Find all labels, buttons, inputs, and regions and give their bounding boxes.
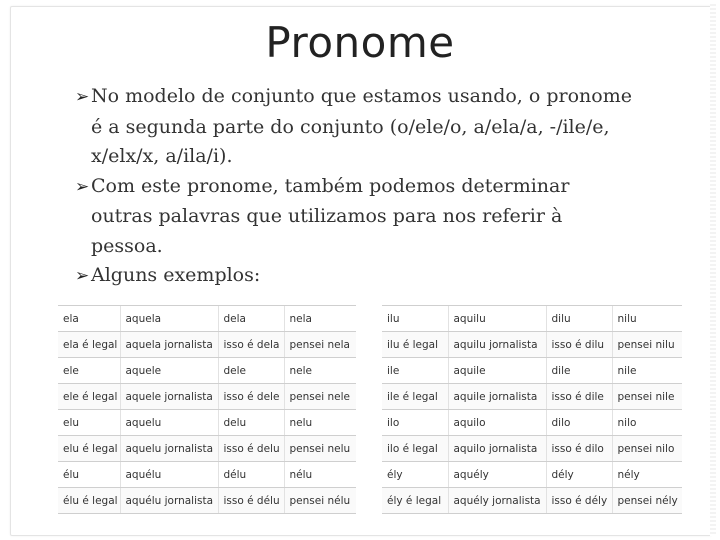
table-row	[58, 488, 356, 514]
table-cell: elu é legal	[58, 436, 120, 462]
table-cell: nélu	[284, 462, 356, 488]
table-row	[382, 462, 682, 488]
table-row	[382, 332, 682, 358]
table-cell: nély	[612, 462, 682, 488]
table-row	[58, 358, 356, 384]
table-cell: aquela	[120, 306, 218, 332]
table-cell: aquile jornalista	[448, 384, 546, 410]
table-cell: élu é legal	[58, 488, 120, 514]
bullet-item: ➢Com este pronome, também podemos determinar outras palavras que utilizamos para nos referir à pessoa.	[75, 174, 570, 257]
slide-title: Pronome	[265, 18, 455, 67]
table-cell: nela	[284, 306, 356, 332]
table-cell: ilo é legal	[382, 436, 448, 462]
table-cell: delu	[218, 410, 284, 436]
table-cell: dilo	[546, 410, 612, 436]
table-row	[382, 384, 682, 410]
bullet-item: ➢No modelo de conjunto que estamos usando, o pronome é a segunda parte do conjunto (o/ele/o, a/ela/a, -/ile/e, x/elx/x, a/ila/i).	[75, 85, 632, 167]
table-cell: dele	[218, 358, 284, 384]
table-cell: nilo	[612, 410, 682, 436]
table-row	[382, 410, 682, 436]
table-cell: ile	[382, 358, 448, 384]
table-cell: ély	[382, 462, 448, 488]
table-cell: aquilu jornalista	[448, 332, 546, 358]
table-cell: ilu	[382, 306, 448, 332]
table-cell: dilu	[546, 306, 612, 332]
table-cell: aquele	[120, 358, 218, 384]
table-cell: aquélu	[120, 462, 218, 488]
table-cell: dély	[546, 462, 612, 488]
table-cell: nele	[284, 358, 356, 384]
table-cell: aquilo	[448, 410, 546, 436]
table-row	[58, 306, 356, 332]
table-cell: isso é dele	[218, 384, 284, 410]
table-cell: nilu	[612, 306, 682, 332]
table-cell: aquelu jornalista	[120, 436, 218, 462]
table-cell: aquelu	[120, 410, 218, 436]
table-cell: isso é dile	[546, 384, 612, 410]
table-cell: nile	[612, 358, 682, 384]
table-cell: pensei nilu	[612, 332, 682, 358]
table-cell: ilo	[382, 410, 448, 436]
table-cell: ele	[58, 358, 120, 384]
table-row	[58, 410, 356, 436]
table-cell: aquély	[448, 462, 546, 488]
table-cell: ély é legal	[382, 488, 448, 514]
arrow-bullet-icon: ➢	[75, 266, 90, 286]
table-row	[382, 436, 682, 462]
table-cell: aquile	[448, 358, 546, 384]
table-cell: nelu	[284, 410, 356, 436]
table-cell: élu	[58, 462, 120, 488]
table-cell: isso é dély	[546, 488, 612, 514]
page-edge-texture	[710, 4, 716, 536]
arrow-bullet-icon: ➢	[75, 87, 90, 107]
bullet-item: ➢Alguns exemplos:	[75, 261, 635, 292]
table-cell: pensei nélu	[284, 488, 356, 514]
table-cell: ele é legal	[58, 384, 120, 410]
table-row	[382, 488, 682, 514]
table-cell: ile é legal	[382, 384, 448, 410]
table-cell: pensei nély	[612, 488, 682, 514]
table-cell: aquilu	[448, 306, 546, 332]
pronoun-table-left	[58, 305, 356, 514]
table-cell: aquele jornalista	[120, 384, 218, 410]
table-cell: dile	[546, 358, 612, 384]
table-cell: elu	[58, 410, 120, 436]
table-row	[382, 358, 682, 384]
table-row	[58, 462, 356, 488]
table-cell: aquela jornalista	[120, 332, 218, 358]
table-cell: délu	[218, 462, 284, 488]
table-row	[58, 436, 356, 462]
table-cell: dela	[218, 306, 284, 332]
pronoun-table-right	[382, 305, 682, 514]
table-cell: pensei nile	[612, 384, 682, 410]
table-row	[58, 384, 356, 410]
table-cell: ela é legal	[58, 332, 120, 358]
arrow-bullet-icon: ➢	[75, 176, 90, 197]
table-row	[382, 306, 682, 332]
table-cell: aquély jornalista	[448, 488, 546, 514]
table-cell: ela	[58, 306, 120, 332]
table-cell: isso é dilu	[546, 332, 612, 358]
table-cell: isso é dilo	[546, 436, 612, 462]
table-cell: ilu é legal	[382, 332, 448, 358]
table-cell: pensei nilo	[612, 436, 682, 462]
table-cell: isso é delu	[218, 436, 284, 462]
table-cell: aquilo jornalista	[448, 436, 546, 462]
table-cell: aquélu jornalista	[120, 488, 218, 514]
table-cell: isso é dela	[218, 332, 284, 358]
table-cell: pensei nelu	[284, 436, 356, 462]
table-cell: isso é délu	[218, 488, 284, 514]
table-cell: pensei nele	[284, 384, 356, 410]
bullet-list	[75, 82, 635, 292]
table-row	[58, 332, 356, 358]
table-cell: pensei nela	[284, 332, 356, 358]
